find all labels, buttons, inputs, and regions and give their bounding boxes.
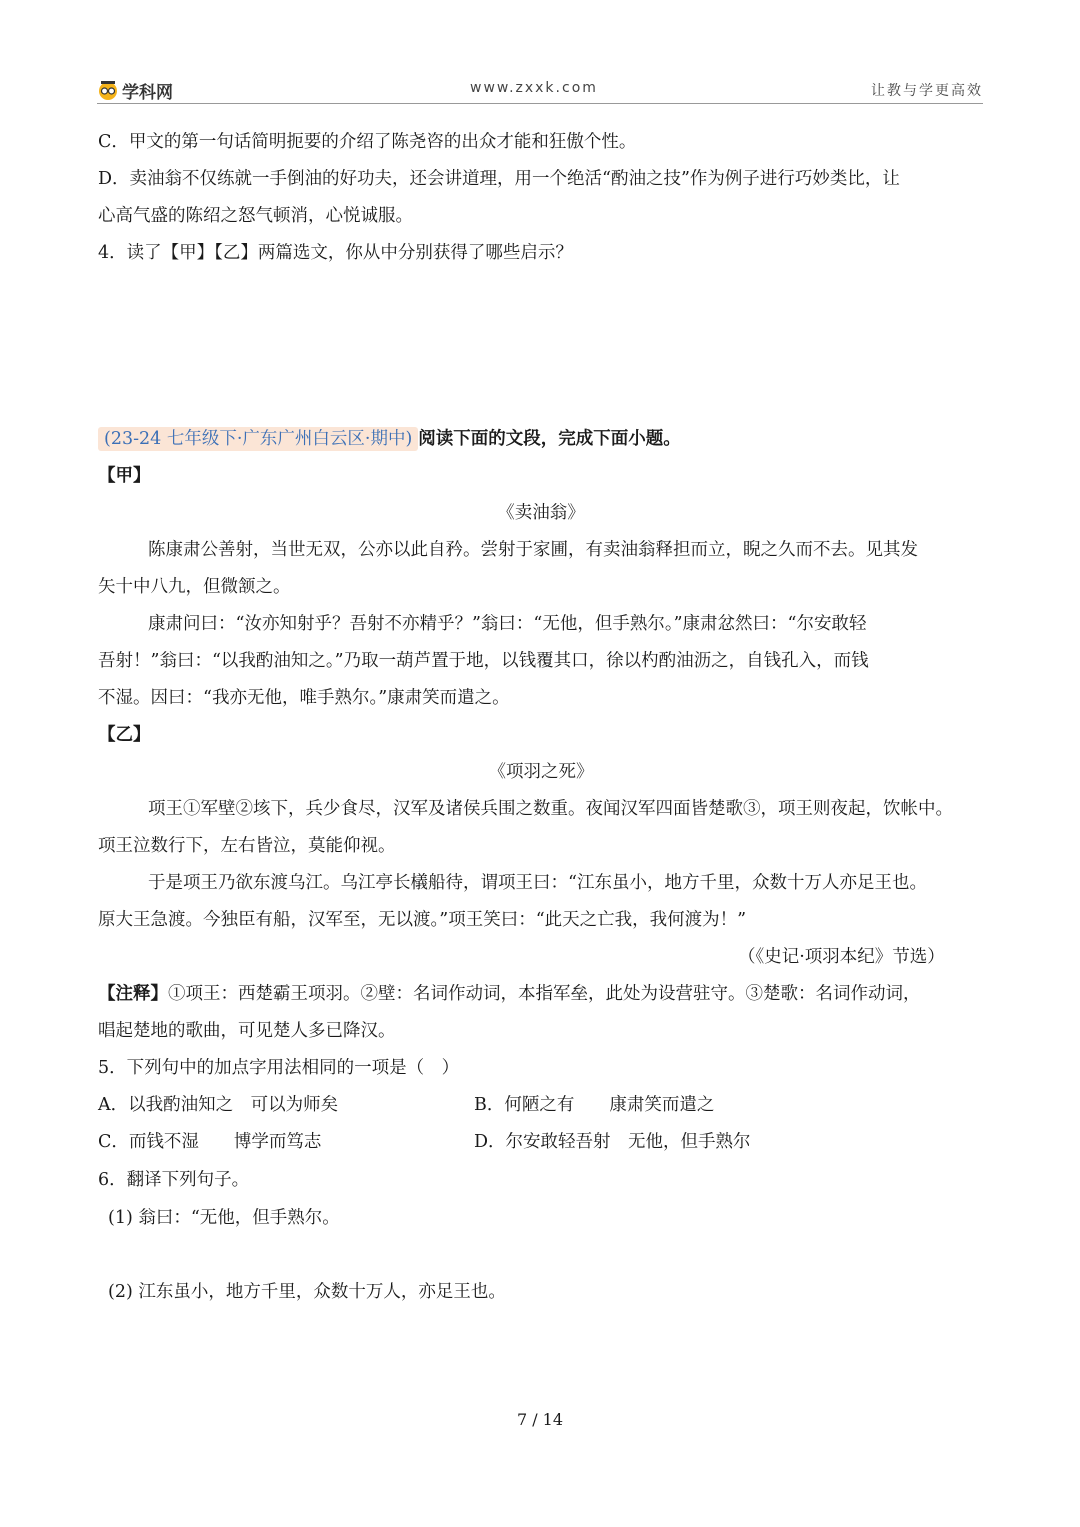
q3-option-c: C．甲文的第一句话简明扼要的介绍了陈尧咨的出众才能和狂傲个性。: [98, 132, 637, 152]
jia-title: 《卖油翁》: [497, 503, 585, 523]
yi-title: 《项羽之死》: [488, 762, 594, 782]
jia-p1-line1: 陈康肃公善射，当世无双，公亦以此自矜。尝射于家圃，有卖油翁释担而立，睨之久而不去。见其发: [148, 540, 918, 560]
jia-p1-line2: 矢十中八九，但微颔之。: [98, 577, 291, 597]
section-instruction: 阅读下面的文段，完成下面小题。: [418, 429, 681, 449]
jia-p2-line1: 康肃问曰：“汝亦知射乎？吾射不亦精乎？”翁曰：“无他，但手熟尔。”康肃忿然曰：“尔安敢轻: [148, 614, 867, 634]
q5-option-a: A．以我酌油知之 可以为师矣: [98, 1095, 339, 1115]
yi-p1-line1: 项王①军壁②垓下，兵少食尽，汉军及诸侯兵围之数重。夜闻汉军四面皆楚歌③，项王则夜起，饮帐中。: [148, 799, 953, 819]
site-url: www.zxxk.com: [470, 80, 598, 96]
section-intro: [98, 427, 681, 451]
slogan: 让教与学更高效: [871, 83, 983, 99]
notes-line2: 唱起楚地的歌曲，可见楚人多已降汉。: [98, 1021, 396, 1041]
jia-p2-line2: 吾射！”翁曰：“以我酌油知之。”乃取一葫芦置于地，以钱覆其口，徐以杓酌油沥之，自钱孔入，而钱: [98, 651, 869, 671]
q6-stem: 6．翻译下列句子。: [98, 1170, 250, 1190]
jia-label: 【甲】: [98, 466, 151, 486]
yi-source: （《史记·项羽本纪》节选）: [738, 947, 945, 967]
q5-option-b: B．何陋之有 康肃笑而遣之: [474, 1095, 715, 1115]
yi-p1-line2: 项王泣数行下，左右皆泣，莫能仰视。: [98, 836, 396, 856]
logo: [97, 76, 173, 104]
q5-option-d: D．尔安敢轻吾射 无他，但手熟尔: [474, 1132, 751, 1152]
q5-stem: 5．下列句中的加点字用法相同的一项是（ ）: [98, 1058, 460, 1078]
q5-option-c: C．而钱不湿 博学而笃志: [98, 1132, 322, 1152]
q4-stem: 4．读了【甲】【乙】两篇选文，你从中分别获得了哪些启示？: [98, 243, 573, 263]
yi-p2-line2: 原大王急渡。今独臣有船，汉军至，无以渡。”项王笑曰：“此天之亡我，我何渡为！”: [98, 910, 747, 930]
page-number: 7 / 14: [516, 1410, 564, 1429]
q6-item1: (1) 翁曰：“无他，但手熟尔。: [108, 1208, 340, 1228]
header-divider: [97, 103, 983, 104]
notes-line1: [98, 982, 921, 1006]
page-header: [97, 76, 983, 104]
q3-option-d-line1: D．卖油翁不仅练就一手倒油的好功夫，还会讲道理，用一个绝活“酌油之技”作为例子进行巧妙类比，让: [98, 169, 900, 189]
yi-p2-line1: 于是项王乃欲东渡乌江。乌江亭长檥船待，谓项王曰：“江东虽小，地方千里，众数十万人亦足王也。: [148, 873, 927, 893]
jia-p2-line3: 不湿。因曰：“我亦无他，唯手熟尔。”康肃笑而遣之。: [98, 688, 510, 708]
logo-icon: [97, 79, 119, 101]
yi-label: 【乙】: [98, 725, 151, 745]
notes-text: ①项王：西楚霸王项羽。②壁：名词作动词，本指军垒，此处为设营驻守。③楚歌：名词作动词，: [168, 984, 921, 1004]
logo-text: 学科网: [122, 82, 173, 103]
notes-label: 【注释】: [98, 984, 168, 1004]
source-tag: (23-24 七年级下·广东广州白云区·期中): [98, 427, 418, 451]
q6-item2: (2) 江东虽小，地方千里，众数十万人，亦足王也。: [108, 1282, 506, 1302]
q3-option-d-line2: 心高气盛的陈绍之怒气顿消，心悦诚服。: [98, 206, 413, 226]
